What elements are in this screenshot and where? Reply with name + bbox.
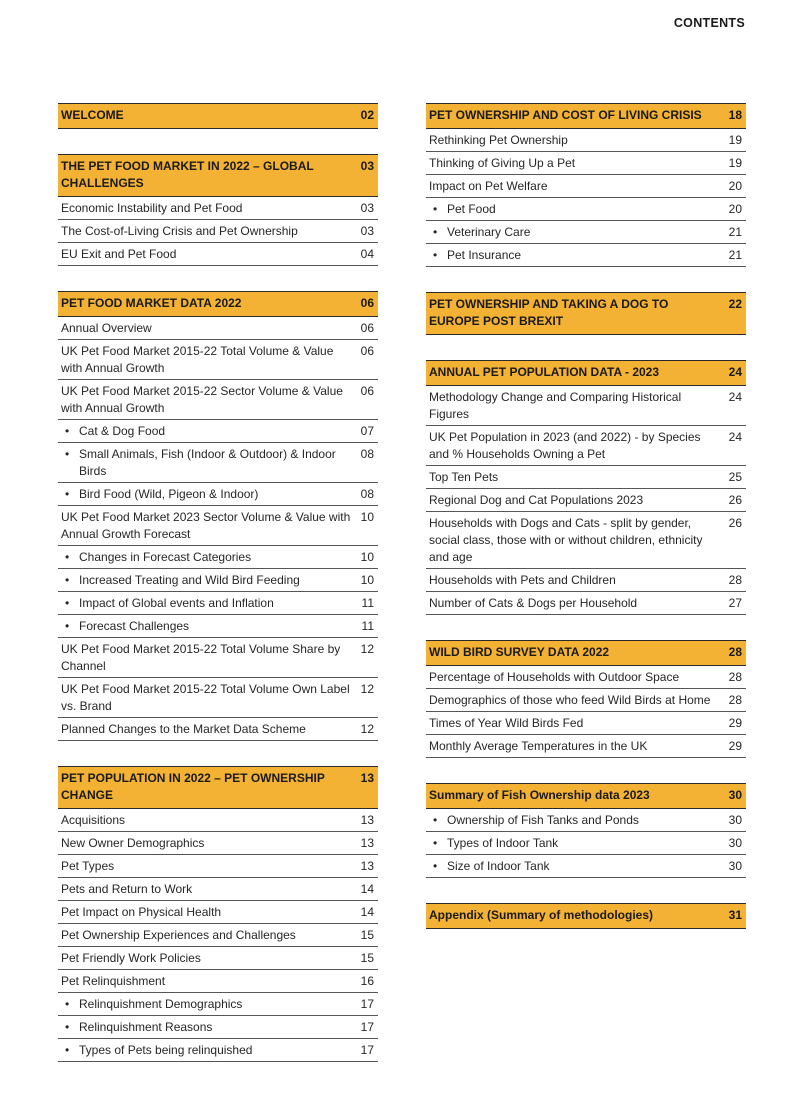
section-page-number: 28: [728, 645, 742, 659]
entry-page-number: 28: [728, 573, 742, 587]
toc-section-heading[interactable]: [426, 360, 746, 386]
entry-title: Pet Ownership Experiences and Challenges: [61, 928, 296, 942]
toc-entry[interactable]: [58, 380, 378, 420]
section-page-number: 31: [728, 908, 742, 922]
entry-title: Number of Cats & Dogs per Household: [429, 596, 638, 610]
entry-page-number: 24: [728, 390, 742, 404]
entry-page-number: 20: [728, 179, 742, 193]
page-title: CONTENTS: [673, 16, 745, 30]
entry-page-number: 30: [728, 813, 742, 827]
toc-entry[interactable]: [58, 243, 378, 266]
entry-page-number: 07: [360, 424, 374, 438]
toc-section: [58, 291, 378, 741]
entry-title: Impact on Pet Welfare: [429, 179, 548, 193]
bullet-icon: •: [65, 1043, 70, 1057]
toc-entry[interactable]: [58, 678, 378, 718]
entry-page-number: 14: [360, 905, 374, 919]
section-page-number: 24: [728, 365, 742, 379]
entry-page-number: 28: [728, 670, 742, 684]
bullet-icon: •: [433, 248, 438, 262]
toc-subentry[interactable]: [58, 546, 378, 569]
section-title: PET FOOD MARKET DATA 2022: [61, 296, 242, 310]
toc-subentry[interactable]: [58, 483, 378, 506]
toc-section-heading[interactable]: [58, 766, 378, 809]
entry-page-number: 29: [728, 716, 742, 730]
toc-section: [426, 783, 746, 878]
entry-page-number: 28: [728, 693, 742, 707]
entry-title: Increased Treating and Wild Bird Feeding: [79, 573, 300, 587]
toc-entry[interactable]: [426, 569, 746, 592]
entry-title: Types of Indoor Tank: [447, 836, 559, 850]
entry-title: Rethinking Pet Ownership: [429, 133, 568, 147]
section-page-number: 13: [360, 771, 374, 785]
toc-entry[interactable]: [58, 197, 378, 220]
toc-entry[interactable]: [426, 712, 746, 735]
entry-page-number: 13: [360, 859, 374, 873]
entry-title: Pet Impact on Physical Health: [61, 905, 222, 919]
entry-title: Top Ten Pets: [429, 470, 499, 484]
toc-entry[interactable]: [426, 735, 746, 758]
toc-entry[interactable]: [58, 317, 378, 340]
entry-title: Ownership of Fish Tanks and Ponds: [447, 813, 639, 827]
section-page-number: 06: [360, 296, 374, 310]
toc-entry[interactable]: [58, 220, 378, 243]
entry-title: Households with Dogs and Cats - split by gender, social class, those with or without children, ethnicity and age: [429, 516, 703, 564]
toc-subentry[interactable]: [426, 221, 746, 244]
entry-page-number: 30: [728, 836, 742, 850]
entry-page-number: 21: [728, 248, 742, 262]
entry-title: Pet Insurance: [447, 248, 522, 262]
toc-entry[interactable]: [58, 855, 378, 878]
section-page-number: 02: [360, 108, 374, 122]
entry-page-number: 10: [360, 573, 374, 587]
entry-title: Size of Indoor Tank: [447, 859, 550, 873]
toc-section-heading[interactable]: [426, 292, 746, 335]
toc-entry[interactable]: [426, 592, 746, 615]
toc-entry[interactable]: [58, 901, 378, 924]
toc-subentry[interactable]: [58, 592, 378, 615]
toc-entry[interactable]: [58, 878, 378, 901]
entry-page-number: 11: [361, 619, 374, 633]
entry-page-number: 06: [360, 384, 374, 398]
section-page-number: 18: [728, 108, 742, 122]
entry-title: Forecast Challenges: [79, 619, 190, 633]
toc-section: [426, 640, 746, 758]
entry-title: Acquisitions: [61, 813, 126, 827]
bullet-icon: •: [65, 596, 70, 610]
toc-subentry[interactable]: [426, 832, 746, 855]
entry-page-number: 17: [360, 1043, 374, 1057]
entry-page-number: 11: [361, 596, 374, 610]
toc-entry[interactable]: [58, 638, 378, 678]
toc-entry[interactable]: [426, 175, 746, 198]
entry-page-number: 08: [360, 487, 374, 501]
toc-section: [426, 103, 746, 267]
entry-title: Times of Year Wild Birds Fed: [429, 716, 584, 730]
bullet-icon: •: [65, 447, 70, 461]
toc-subentry[interactable]: [426, 198, 746, 221]
entry-title: Changes in Forecast Categories: [79, 550, 252, 564]
section-page-number: 22: [728, 297, 742, 311]
entry-title: Thinking of Giving Up a Pet: [429, 156, 576, 170]
bullet-icon: •: [65, 1020, 70, 1034]
section-page-number: 03: [360, 159, 374, 173]
entry-page-number: 16: [360, 974, 374, 988]
section-page-number: 30: [728, 788, 742, 802]
bullet-icon: •: [65, 424, 70, 438]
entry-page-number: 27: [728, 596, 742, 610]
toc-entry[interactable]: [426, 466, 746, 489]
bullet-icon: •: [433, 225, 438, 239]
toc-section: [58, 766, 378, 1062]
entry-page-number: 06: [360, 344, 374, 358]
entry-title: Monthly Average Temperatures in the UK: [429, 739, 648, 753]
toc-column-left: [58, 103, 378, 1087]
toc-section: [426, 292, 746, 335]
toc-entry[interactable]: [426, 152, 746, 175]
entry-title: Pet Food: [447, 202, 496, 216]
toc-section-heading[interactable]: [58, 291, 378, 317]
bullet-icon: •: [433, 202, 438, 216]
toc-section-heading[interactable]: [58, 103, 378, 129]
section-title: PET OWNERSHIP AND TAKING A DOG TO EUROPE POST BREXIT: [429, 297, 669, 328]
toc-section-heading[interactable]: [426, 103, 746, 129]
toc-subentry[interactable]: [58, 1016, 378, 1039]
bullet-icon: •: [65, 573, 70, 587]
entry-title: UK Pet Food Market 2015-22 Total Volume & Value with Annual Growth: [61, 344, 334, 375]
entry-page-number: 25: [728, 470, 742, 484]
toc-subentry[interactable]: [58, 1039, 378, 1062]
toc-entry[interactable]: [58, 809, 378, 832]
toc-subentry[interactable]: [58, 443, 378, 483]
toc-entry[interactable]: [58, 506, 378, 546]
toc-section-heading[interactable]: [58, 154, 378, 197]
entry-page-number: 13: [360, 836, 374, 850]
toc-entry[interactable]: [426, 489, 746, 512]
bullet-icon: •: [433, 813, 438, 827]
entry-title: UK Pet Food Market 2015-22 Total Volume Share by Channel: [61, 642, 341, 673]
toc-entry[interactable]: [58, 970, 378, 993]
entry-page-number: 29: [728, 739, 742, 753]
entry-page-number: 03: [360, 224, 374, 238]
entry-page-number: 26: [728, 516, 742, 530]
bullet-icon: •: [433, 859, 438, 873]
entry-page-number: 04: [360, 247, 374, 261]
entry-title: Impact of Global events and Inflation: [79, 596, 274, 610]
entry-title: Veterinary Care: [447, 225, 531, 239]
entry-page-number: 12: [360, 642, 374, 656]
entry-page-number: 19: [728, 156, 742, 170]
entry-title: Pet Types: [61, 859, 115, 873]
entry-title: Types of Pets being relinquished: [79, 1043, 253, 1057]
toc-subentry[interactable]: [58, 993, 378, 1016]
entry-page-number: 03: [360, 201, 374, 215]
entry-title: Methodology Change and Comparing Historical Figures: [429, 390, 682, 421]
entry-title: Pet Friendly Work Policies: [61, 951, 201, 965]
entry-page-number: 08: [360, 447, 374, 461]
toc-section-heading[interactable]: [426, 783, 746, 809]
toc-section: [58, 103, 378, 129]
toc-section: [58, 154, 378, 266]
entry-page-number: 10: [360, 510, 374, 524]
toc-subentry[interactable]: [426, 809, 746, 832]
bullet-icon: •: [65, 619, 70, 633]
entry-page-number: 15: [360, 951, 374, 965]
toc-entry[interactable]: [58, 340, 378, 380]
section-title: PET OWNERSHIP AND COST OF LIVING CRISIS: [429, 108, 702, 122]
entry-title: Small Animals, Fish (Indoor & Outdoor) & Indoor Birds: [79, 447, 336, 478]
bullet-icon: •: [433, 836, 438, 850]
entry-page-number: 12: [360, 682, 374, 696]
entry-title: Percentage of Households with Outdoor Space: [429, 670, 680, 684]
toc-entry[interactable]: [426, 689, 746, 712]
toc-subentry[interactable]: [426, 244, 746, 267]
section-title: PET POPULATION IN 2022 – PET OWNERSHIP CHANGE: [61, 771, 325, 802]
entry-title: New Owner Demographics: [61, 836, 205, 850]
entry-title: UK Pet Food Market 2015-22 Total Volume Own Label vs. Brand: [61, 682, 350, 713]
toc-entry[interactable]: [58, 832, 378, 855]
entry-page-number: 06: [360, 321, 374, 335]
entry-page-number: 17: [360, 1020, 374, 1034]
entry-title: UK Pet Food Market 2023 Sector Volume & Value with Annual Growth Forecast: [61, 510, 351, 541]
toc-entry[interactable]: [58, 924, 378, 947]
section-title: WILD BIRD SURVEY DATA 2022: [429, 645, 610, 659]
entry-title: UK Pet Food Market 2015-22 Sector Volume & Value with Annual Growth: [61, 384, 343, 415]
toc-column-right: [426, 103, 746, 954]
entry-title: Pet Relinquishment: [61, 974, 166, 988]
toc-entry[interactable]: [426, 666, 746, 689]
entry-page-number: 14: [360, 882, 374, 896]
entry-page-number: 13: [360, 813, 374, 827]
toc-section-heading[interactable]: [426, 640, 746, 666]
toc-entry[interactable]: [426, 426, 746, 466]
entry-title: Relinquishment Demographics: [79, 997, 243, 1011]
toc-section-heading[interactable]: [426, 903, 746, 929]
entry-page-number: 17: [360, 997, 374, 1011]
toc-entry[interactable]: [58, 947, 378, 970]
entry-title: Regional Dog and Cat Populations 2023: [429, 493, 644, 507]
toc-section: [426, 360, 746, 615]
entry-page-number: 30: [728, 859, 742, 873]
entry-page-number: 15: [360, 928, 374, 942]
entry-page-number: 12: [360, 722, 374, 736]
section-title: ANNUAL PET POPULATION DATA - 2023: [429, 365, 660, 379]
toc-subentry[interactable]: [58, 420, 378, 443]
entry-title: Pets and Return to Work: [61, 882, 193, 896]
bullet-icon: •: [65, 487, 70, 501]
entry-page-number: 24: [728, 430, 742, 444]
entry-page-number: 20: [728, 202, 742, 216]
entry-title: UK Pet Population in 2023 (and 2022) - by Species and % Households Owning a Pet: [429, 430, 701, 461]
toc-subentry[interactable]: [58, 569, 378, 592]
toc-subentry[interactable]: [426, 855, 746, 878]
entry-title: Relinquishment Reasons: [79, 1020, 213, 1034]
entry-title: Demographics of those who feed Wild Birds at Home: [429, 693, 711, 707]
entry-title: EU Exit and Pet Food: [61, 247, 177, 261]
entry-title: Planned Changes to the Market Data Scheme: [61, 722, 306, 736]
entry-page-number: 19: [728, 133, 742, 147]
entry-page-number: 26: [728, 493, 742, 507]
entry-title: Economic Instability and Pet Food: [61, 201, 243, 215]
toc-entry[interactable]: [426, 386, 746, 426]
entry-page-number: 21: [728, 225, 742, 239]
entry-title: The Cost-of-Living Crisis and Pet Ownership: [61, 224, 298, 238]
entry-title: Cat & Dog Food: [79, 424, 166, 438]
bullet-icon: •: [65, 997, 70, 1011]
toc-subentry[interactable]: [58, 615, 378, 638]
entry-title: Bird Food (Wild, Pigeon & Indoor): [79, 487, 259, 501]
section-title: THE PET FOOD MARKET IN 2022 – GLOBAL CHALLENGES: [61, 159, 314, 190]
toc-section: [426, 903, 746, 929]
entry-title: Annual Overview: [61, 321, 152, 335]
toc-entry[interactable]: [58, 718, 378, 741]
toc-entry[interactable]: [426, 129, 746, 152]
entry-title: Households with Pets and Children: [429, 573, 616, 587]
section-title: Summary of Fish Ownership data 2023: [429, 788, 650, 802]
section-title: WELCOME: [61, 108, 124, 122]
entry-page-number: 10: [360, 550, 374, 564]
bullet-icon: •: [65, 550, 70, 564]
toc-entry[interactable]: [426, 512, 746, 569]
section-title: Appendix (Summary of methodologies): [429, 908, 654, 922]
